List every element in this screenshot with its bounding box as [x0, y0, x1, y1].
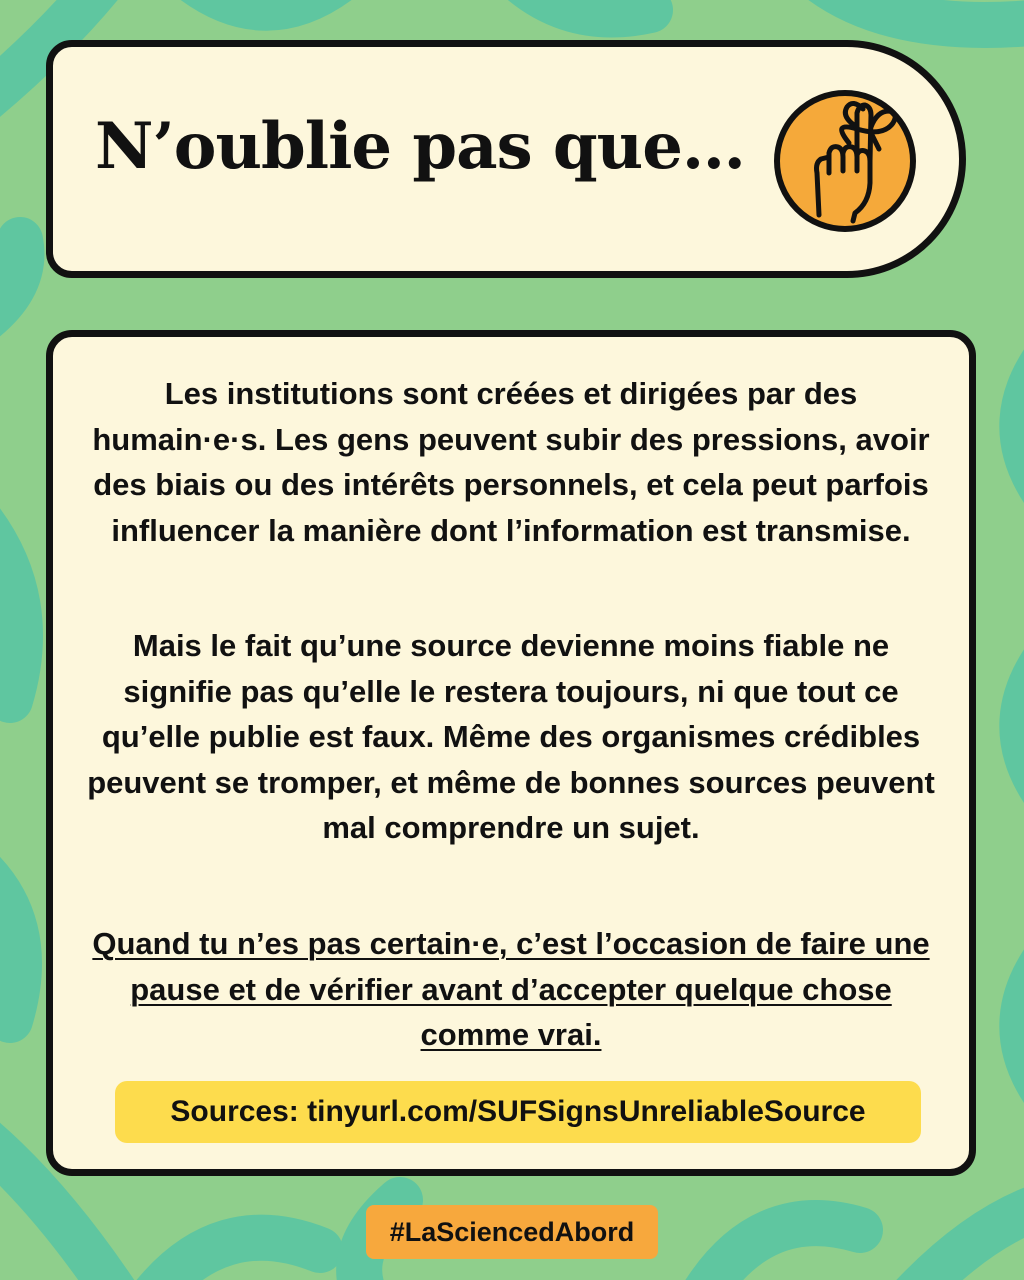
paragraph-institutions: Les institutions sont créées et dirigées par des humain·e·s. Les gens peuvent subir des pressions, avoir des biais ou des intérêts personnels, et cela peut parfois influencer la manière dont l’information est transmise.	[92, 376, 930, 548]
finger-string-reminder-icon	[771, 87, 919, 235]
hashtag-badge: #LaSciencedAbord	[366, 1205, 658, 1259]
paragraph-reliability: Mais le fait qu’une source devienne moins fiable ne signifie pas qu’elle le restera toujours, ni que tout ce qu’elle publie est faux. Même des organismes crédibles peuvent se tromper, et même de bonnes sources peuvent mal comprendre un sujet.	[87, 628, 935, 845]
sources-link[interactable]: Sources: tinyurl.com/SUFSignsUnreliableSource	[115, 1081, 921, 1143]
header-card	[46, 40, 966, 278]
content-card	[46, 330, 976, 1176]
paragraph-verify-tip: Quand tu n’es pas certain·e, c’est l’occasion de faire une pause et de vérifier avant d’accepter quelque chose comme vrai.	[92, 926, 930, 1052]
page-title: N’oublie pas que…	[95, 109, 745, 184]
